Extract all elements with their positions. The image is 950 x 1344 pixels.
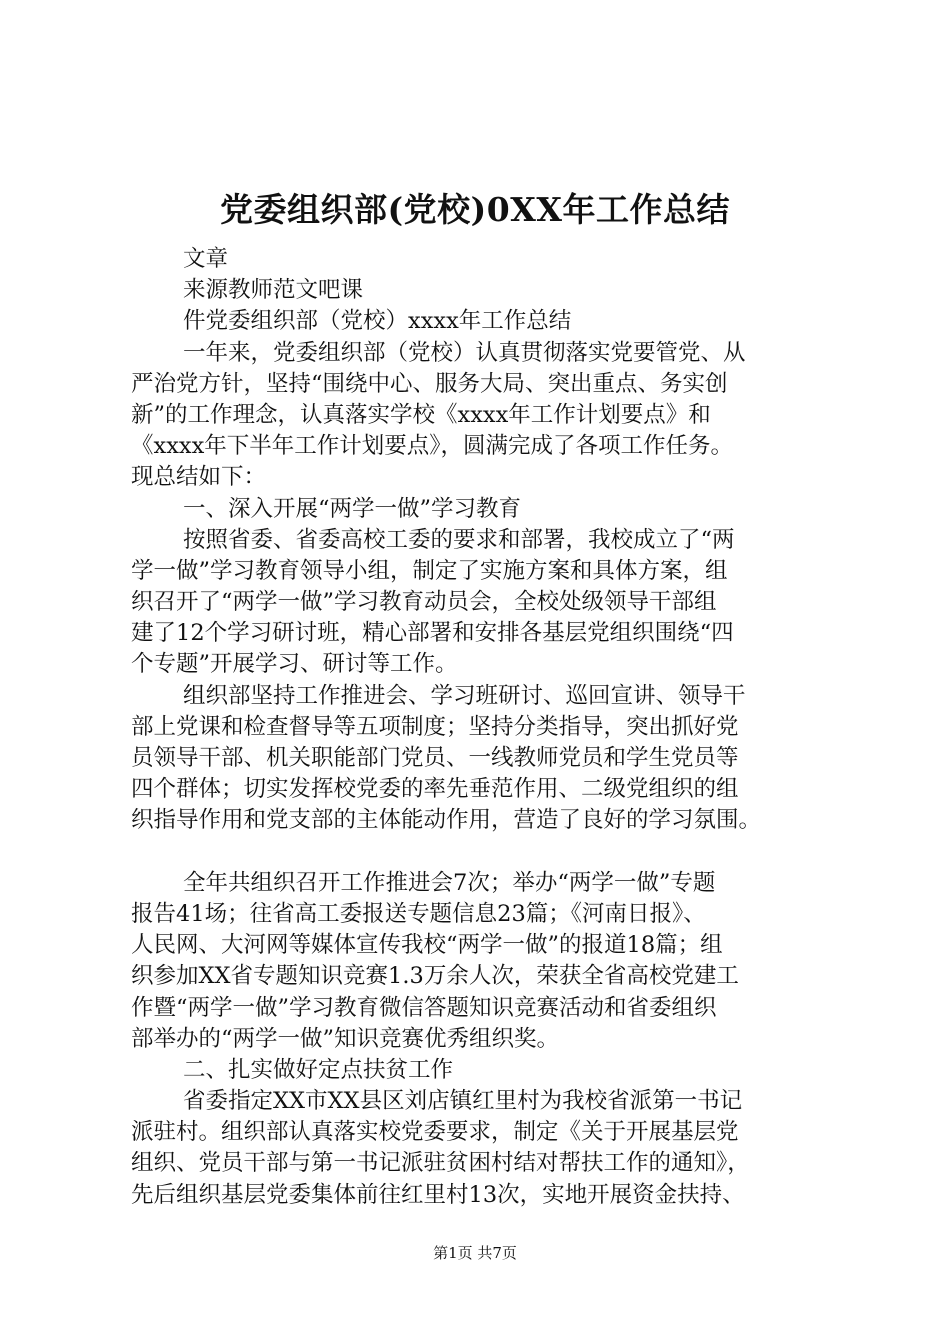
section-heading: 二、扎实做好定点扶贫工作 [183,1056,454,1083]
body-line: 文章 [183,246,229,272]
paragraph-start: 一年来，党委组织部（党校）认真贯彻落实党要管党、从 [183,339,746,366]
body-line: 学一做”学习教育领导小组，制定了实施方案和具体方案，组 [131,557,728,584]
page-footer: 第1页 共7页 [433,1244,517,1262]
body-line: 件党委组织部（党校）xxxx年工作总结 [183,308,572,335]
body-line: 严治党方针，坚持“围绕中心、服务大局、突出重点、务实创 [131,370,728,397]
body-line: 织召开了“两学一做”学习教育动员会，全校处级领导干部组 [131,589,717,616]
paragraph-start: 按照省委、省委高校工委的要求和部署，我校成立了“两 [183,526,735,553]
paragraph-start: 全年共组织召开工作推进会7次；举办“两学一做”专题 [183,869,716,896]
document-body [131,244,836,1211]
paragraph-start: 省委指定XX市XX县区刘店镇红里村为我校省派第一书记 [183,1088,743,1115]
body-line: 先后组织基层党委集体前往红里村13次，实地开展资金扶持、 [131,1181,745,1208]
body-line: 部上党课和检查督导等五项制度；坚持分类指导，突出抓好党 [131,713,739,740]
paragraph-start: 组织部坚持工作推进会、学习班研讨、巡回宣讲、领导干 [183,682,746,709]
body-line: 组织、党员干部与第一书记派驻贫困村结对帮扶工作的通知》， [131,1150,750,1177]
body-line: 织指导作用和党支部的主体能动作用，营造了良好的学习氛围。 [131,807,762,834]
body-line: 个专题”开展学习、研讨等工作。 [131,651,458,678]
body-line: 来源教师范文吧课 [183,277,364,304]
body-line: 作暨“两学一做”学习教育微信答题知识竞赛活动和省委组织 [131,994,717,1021]
body-line: 新”的工作理念，认真落实学校《xxxx年工作计划要点》和 [131,401,711,428]
body-line: 现总结如下： [131,464,267,491]
body-line: 员领导干部、机关职能部门党员、一线教师党员和学生党员等 [131,745,739,771]
body-line: 织参加XX省专题知识竞赛1.3万余人次，荣获全省高校党建工 [131,963,739,990]
body-line: 部举办的“两学一做”知识竞赛优秀组织奖。 [131,1025,560,1052]
section-heading: 一、深入开展“两学一做”学习教育 [183,495,522,522]
body-line: 人民网、大河网等媒体宣传我校“两学一做”的报道18篇；组 [131,932,723,959]
document-title: 党委组织部(党校)0XX年工作总结 [220,190,730,229]
blank-line [131,837,836,868]
body-line: 四个群体；切实发挥校党委的率先垂范作用、二级党组织的组 [131,776,739,803]
body-line: 建了12个学习研讨班，精心部署和安排各基层党组织围绕“四 [131,620,734,647]
body-line: 报告41场；往省高工委报送专题信息23篇；《河南日报》、 [131,900,706,927]
body-line: 《xxxx年下半年工作计划要点》，圆满完成了各项工作任务。 [131,433,734,460]
body-line: 派驻村。组织部认真落实校党委要求，制定《关于开展基层党 [131,1119,739,1146]
